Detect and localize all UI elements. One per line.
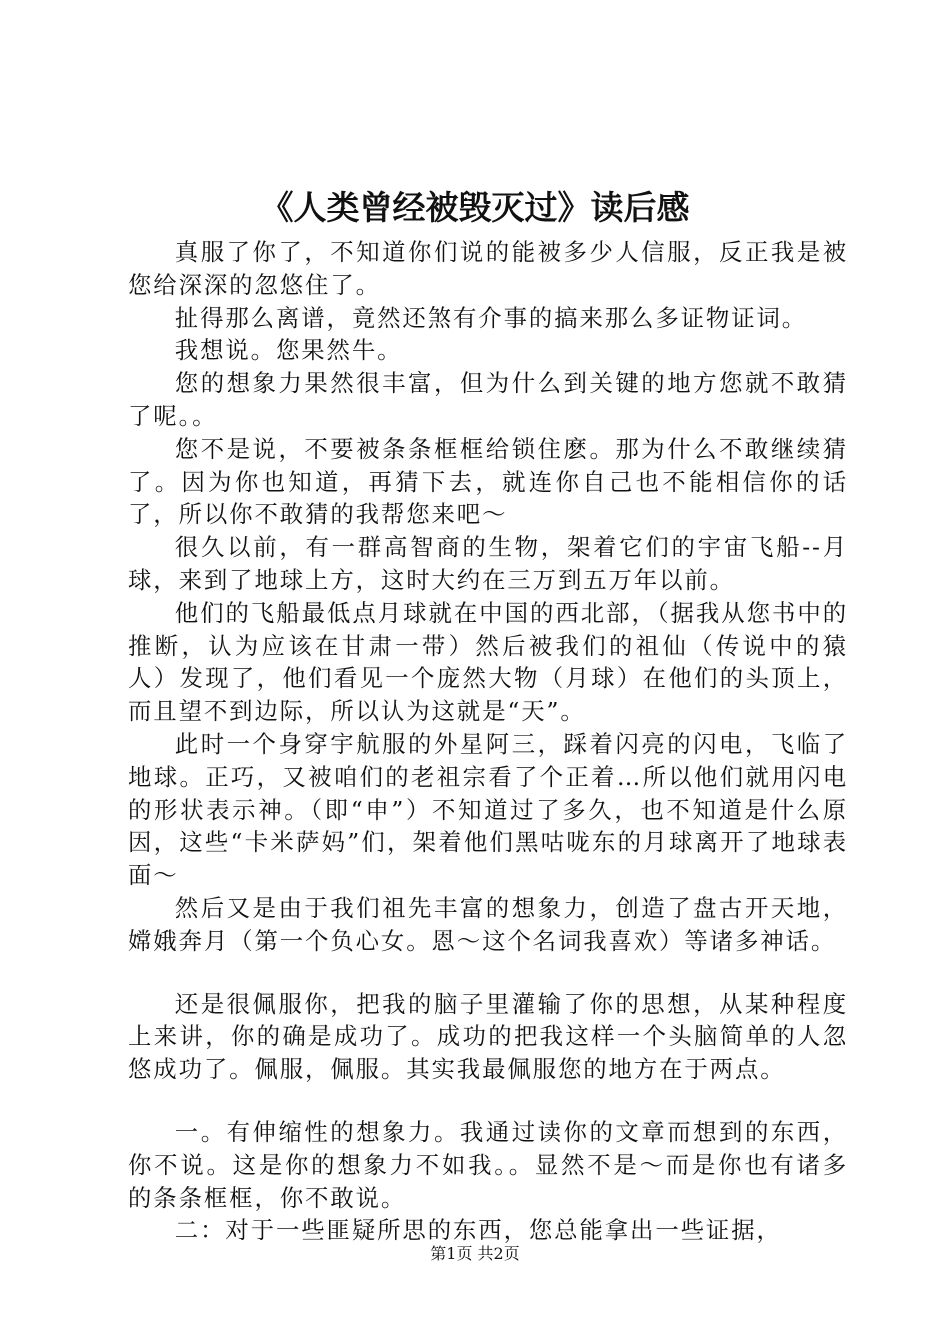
paragraph: 二：对于一些匪疑所思的东西，您总能拿出一些证据， [174,1216,782,1245]
paragraph: 您不是说，不要被条条框框给锁住麽。那为什么不敢继续猜了。因为你也知道，再猜下去，就连你自己也不能相信你的话了，所以你不敢猜的我帮您来吧～ [128,434,848,529]
paragraph: 您的想象力果然很丰富，但为什么到关键的地方您就不敢猜了呢。。 [128,369,848,430]
page-indicator: 第1页 共2页 [430,1244,520,1263]
paragraph: 他们的飞船最低点月球就在中国的西北部，（据我从您书中的推断，认为应该在甘肃一带）然后被我们的祖仙（传说中的猿人）发现了，他们看见一个庞然大物（月球）在他们的头顶上，而且望不到边际，所以认为这就是“天”。 [128,598,848,726]
paragraph: 然后又是由于我们祖先丰富的想象力，创造了盘古开天地，嫦娥奔月（第一个负心女。恩～这个名词我喜欢）等诸多神话。 [128,893,848,955]
paragraph: 扯得那么离谱，竟然还煞有介事的搞来那么多证物证词。 [174,303,808,332]
paragraph: 还是很佩服你，把我的脑子里灌输了你的思想，从某种程度上来讲，你的确是成功了。成功的把我这样一个头脑简单的人忽悠成功了。佩服，佩服。其实我最佩服您的地方在于两点。 [128,989,848,1084]
paragraph: 真服了你了，不知道你们说的能被多少人信服，反正我是被您给深深的忽悠住了。 [128,238,848,299]
paragraph: 很久以前，有一群高智商的生物，架着它们的宇宙飞船--月球，来到了地球上方，这时大约在三万到五万年以前。 [128,533,848,594]
paragraph: 一。有伸缩性的想象力。我通过读你的文章而想到的东西，你不说。这是你的想象力不如我。。显然不是～而是你也有诸多的条条框框，你不敢说。 [128,1117,848,1212]
paragraph: 我想说。您果然牛。 [174,336,403,365]
document-title: 《人类曾经被毁灭过》读后感 [260,188,690,227]
paragraph: 此时一个身穿宇航服的外星阿三，踩着闪亮的闪电，飞临了地球。正巧，又被咱们的老祖宗看了个正着…所以他们就用闪电的形状表示神。（即“申”）不知道过了多久，也不知道是什么原因，这些“卡米萨妈”们，架着他们黑咕咙东的月球离开了地球表面～ [128,729,848,890]
document-body [128,236,848,1247]
